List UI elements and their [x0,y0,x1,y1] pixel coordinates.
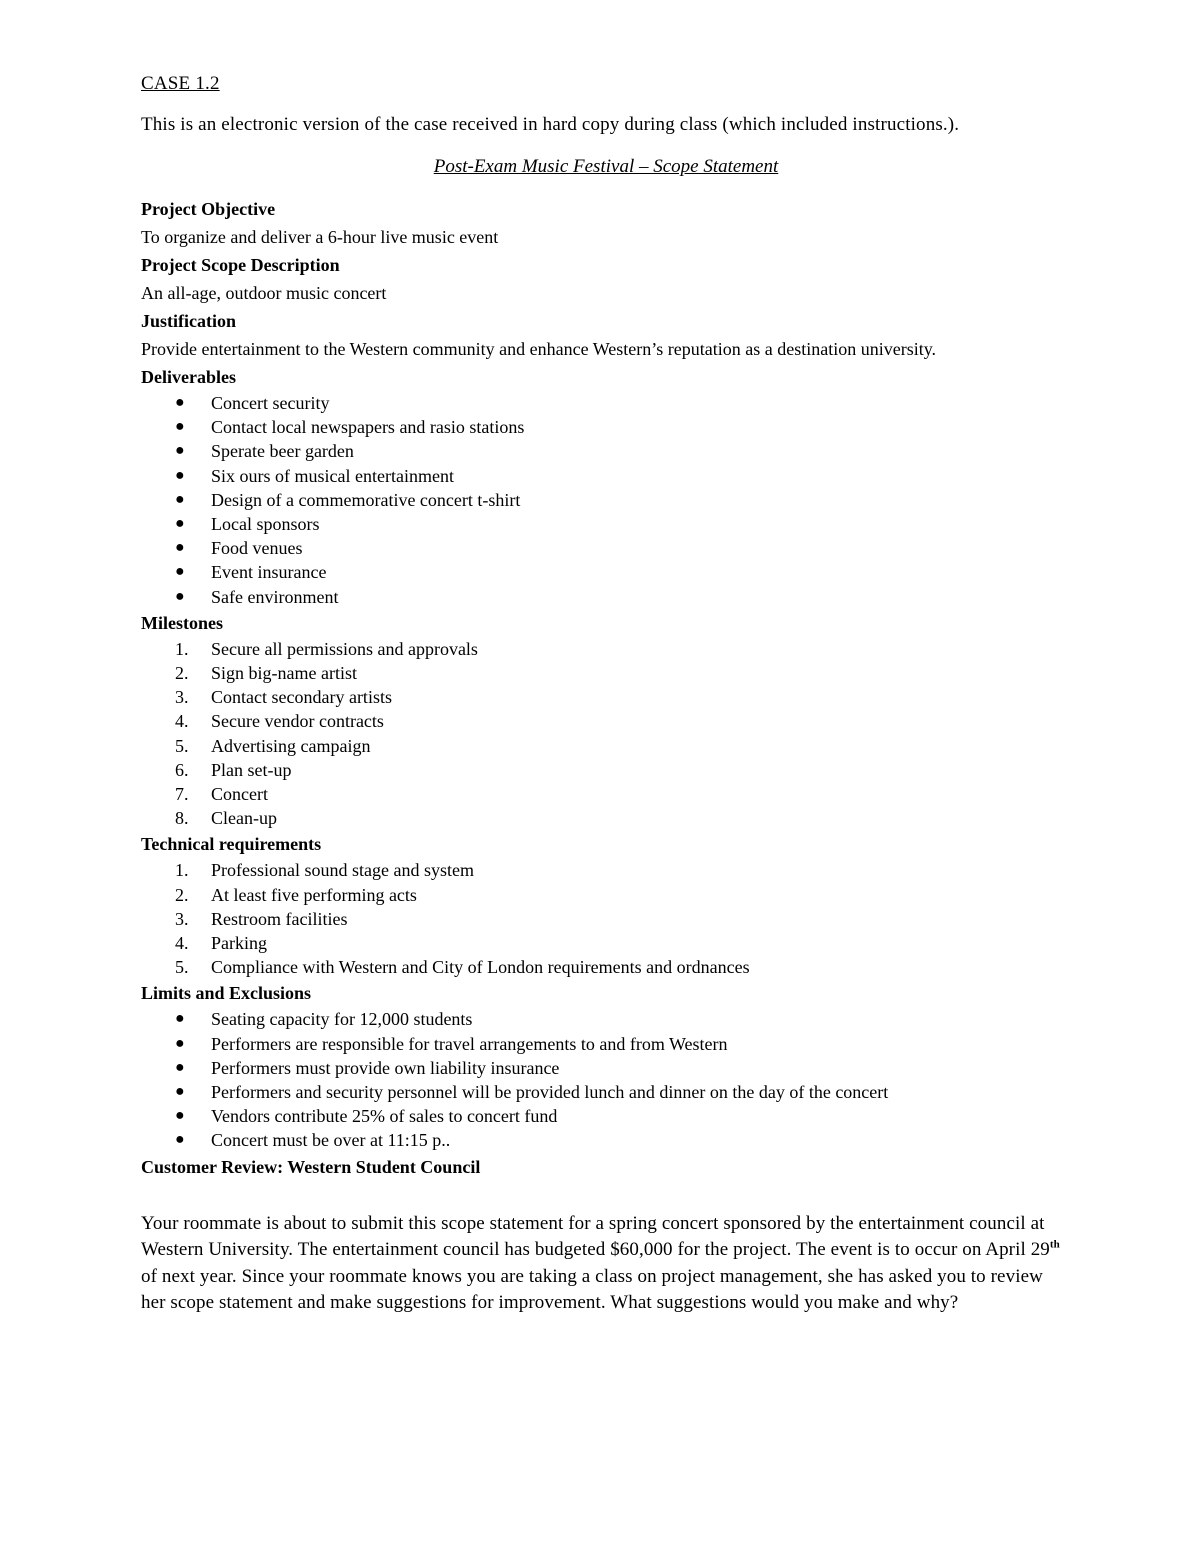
superscript-th: th [1049,1238,1060,1251]
list-number: 5. [175,957,189,978]
list-number: 3. [175,687,189,708]
list-item: 7. Concert [141,782,1061,806]
scope-description-text: An all-age, outdoor music concert [141,283,387,303]
list-item: 1. Secure all permissions and approvals [141,637,1061,661]
case-label: CASE 1.2 [141,73,220,94]
bullet-icon: ● [175,442,185,460]
list-number: 4. [175,711,189,732]
technical-requirements-heading: Technical requirements [141,834,322,855]
list-item: ● Contact local newspapers and rasio stations [141,415,1061,439]
list-number: 3. [175,908,189,929]
list-number: 1. [175,638,189,659]
list-number: 7. [175,784,189,805]
milestones-heading: Milestones [141,612,223,633]
list-item: 4. Parking [141,931,1061,955]
bullet-icon: ● [175,1034,185,1052]
list-number: 1. [175,860,189,881]
list-item: ● Seating capacity for 12,000 students [141,1007,1061,1031]
list-item: ● Concert must be over at 11:15 p.. [141,1128,1061,1152]
customer-review-heading: Customer Review: Western Student Council [141,1156,481,1177]
objective-heading: Project Objective [141,199,276,219]
list-item: 2. At least five performing acts [141,883,1061,907]
bullet-icon: ● [175,1131,185,1149]
intro-text: This is an electronic version of the case received in hard copy during class (which included instructions.). [141,114,960,135]
list-item: 3. Contact secondary artists [141,685,1061,709]
bullet-icon: ● [175,515,185,533]
bullet-icon: ● [175,1010,185,1028]
list-item: 3. Restroom facilities [141,907,1061,931]
list-number: 5. [175,735,189,756]
document-title: Post-Exam Music Festival – Scope Statement [433,156,779,177]
scope-description-heading: Project Scope Description [141,255,340,275]
list-number: 2. [175,884,189,905]
bullet-icon: ● [175,563,185,581]
limits-exclusions-list [141,1007,1061,1152]
bullet-icon: ● [175,1058,185,1076]
list-number: 2. [175,663,189,684]
case-question: Your roommate is about to submit this scope statement for a spring concert sponsored by the entertainment council at Western University. The entertainment council has budgeted $60,000 for the project. The event is to occur on April 29th of next year. Since your roommate knows you are taking a class on project management, she has asked you to review her scope statement and make suggestions for improvement. What suggestions would you make and why? [141,1212,1060,1314]
list-number: 6. [175,759,189,780]
document-page [141,70,1061,1317]
milestones-list [141,637,1061,831]
list-item: ● Performers are responsible for travel arrangements to and from Western [141,1032,1061,1056]
list-item: ● Concert security [141,391,1061,415]
bullet-icon: ● [175,1107,185,1125]
deliverables-list [141,391,1061,609]
justification-text: Provide entertainment to the Western community and enhance Western’s reputation as a destination university. [141,339,937,359]
list-item: 6. Plan set-up [141,758,1061,782]
list-number: 8. [175,808,189,829]
list-item: ● Performers must provide own liability insurance [141,1056,1061,1080]
justification-heading: Justification [141,311,237,331]
deliverables-heading: Deliverables [141,367,236,387]
list-item: ● Vendors contribute 25% of sales to concert fund [141,1104,1061,1128]
list-number: 4. [175,933,189,954]
list-item: ● Safe environment [141,585,1061,609]
list-item: ● Local sponsors [141,512,1061,536]
list-item: ● Event insurance [141,560,1061,584]
list-item: 8. Clean-up [141,806,1061,830]
list-item: 4. Secure vendor contracts [141,709,1061,733]
list-item: ● Food venues [141,536,1061,560]
limits-exclusions-heading: Limits and Exclusions [141,983,312,1004]
objective-text: To organize and deliver a 6-hour live music event [141,227,499,247]
bullet-icon: ● [175,490,185,508]
bullet-icon: ● [175,418,185,436]
bullet-icon: ● [175,466,185,484]
list-item: ● Six ours of musical entertainment [141,464,1061,488]
list-item: 5. Advertising campaign [141,734,1061,758]
list-item: 2. Sign big-name artist [141,661,1061,685]
technical-requirements-list [141,858,1061,979]
bullet-icon: ● [175,1083,185,1101]
list-item: ● Design of a commemorative concert t-shirt [141,488,1061,512]
bullet-icon: ● [175,587,185,605]
list-item: 1. Professional sound stage and system [141,858,1061,882]
list-item: 5. Compliance with Western and City of London requirements and ordnances [141,955,1061,979]
bullet-icon: ● [175,539,185,557]
bullet-icon: ● [175,394,185,411]
list-item: ● Performers and security personnel will be provided lunch and dinner on the day of the concert [141,1080,1061,1104]
list-item: ● Sperate beer garden [141,439,1061,463]
